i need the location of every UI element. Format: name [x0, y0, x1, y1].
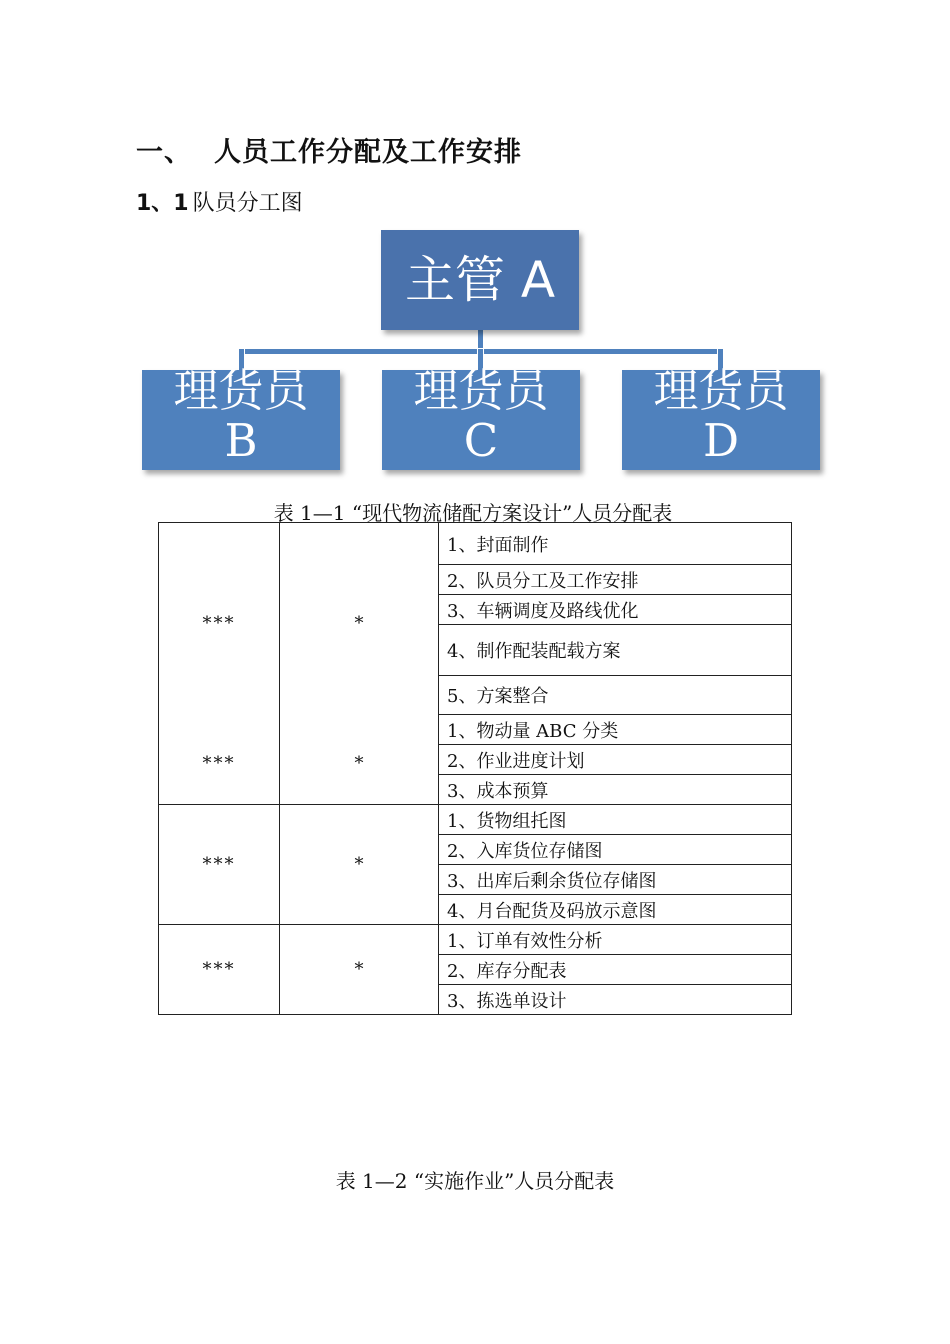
table-row [159, 805, 792, 835]
task-cell: 3、拣选单设计 [439, 985, 792, 1015]
member-d-letter: D [702, 414, 740, 467]
task-cell: 1、货物组托图 [439, 805, 792, 835]
table-row [159, 523, 792, 565]
org-box-member-b [142, 364, 340, 470]
member-role-cell: * [280, 805, 439, 925]
section-number: 一、 [136, 137, 192, 168]
org-box-member-c [382, 364, 580, 470]
task-cell: 1、物动量 ABC 分类 [439, 715, 792, 745]
member-name-cell: *** [159, 925, 280, 1015]
member-d-title: 理货员 [653, 364, 789, 417]
table-row [159, 715, 792, 745]
member-name-cell: *** [159, 715, 280, 805]
task-cell: 2、作业进度计划 [439, 745, 792, 775]
section-title: 人员工作分配及工作安排 [214, 137, 522, 168]
section-heading [136, 130, 522, 169]
table2-caption: 表 1—2 “实施作业”人员分配表 [335, 1169, 615, 1193]
task-cell: 4、制作配装配载方案 [439, 625, 792, 676]
member-role-cell: * [280, 925, 439, 1015]
task-cell: 1、封面制作 [439, 523, 792, 565]
member-c-letter: C [463, 414, 499, 467]
member-b-letter: B [224, 414, 258, 467]
allocation-table [158, 522, 792, 1015]
subsection-heading [136, 186, 303, 217]
member-name-cell: *** [159, 523, 280, 715]
subsection-title: 队员分工图 [192, 191, 303, 216]
task-cell: 3、出库后剩余货位存储图 [439, 865, 792, 895]
task-cell: 3、成本预算 [439, 775, 792, 805]
subsection-number: 1、1 [136, 191, 189, 216]
org-box-supervisor [381, 230, 579, 330]
task-cell: 5、方案整合 [439, 676, 792, 715]
task-cell: 2、入库货位存储图 [439, 835, 792, 865]
task-cell: 1、订单有效性分析 [439, 925, 792, 955]
task-cell: 2、库存分配表 [439, 955, 792, 985]
supervisor-label: 主管 A [404, 251, 556, 309]
member-role-cell: * [280, 715, 439, 805]
table-row [159, 925, 792, 955]
task-cell: 2、队员分工及工作安排 [439, 565, 792, 595]
member-name-cell: *** [159, 805, 280, 925]
task-cell: 3、车辆调度及路线优化 [439, 595, 792, 625]
table1-caption: 表 1—1 “现代物流储配方案设计”人员分配表 [273, 501, 673, 525]
member-b-title: 理货员 [173, 364, 309, 417]
org-chart [136, 228, 826, 478]
task-cell: 4、月台配货及码放示意图 [439, 895, 792, 925]
member-role-cell: * [280, 523, 439, 715]
org-box-member-d [622, 364, 820, 470]
member-c-title: 理货员 [413, 364, 549, 417]
